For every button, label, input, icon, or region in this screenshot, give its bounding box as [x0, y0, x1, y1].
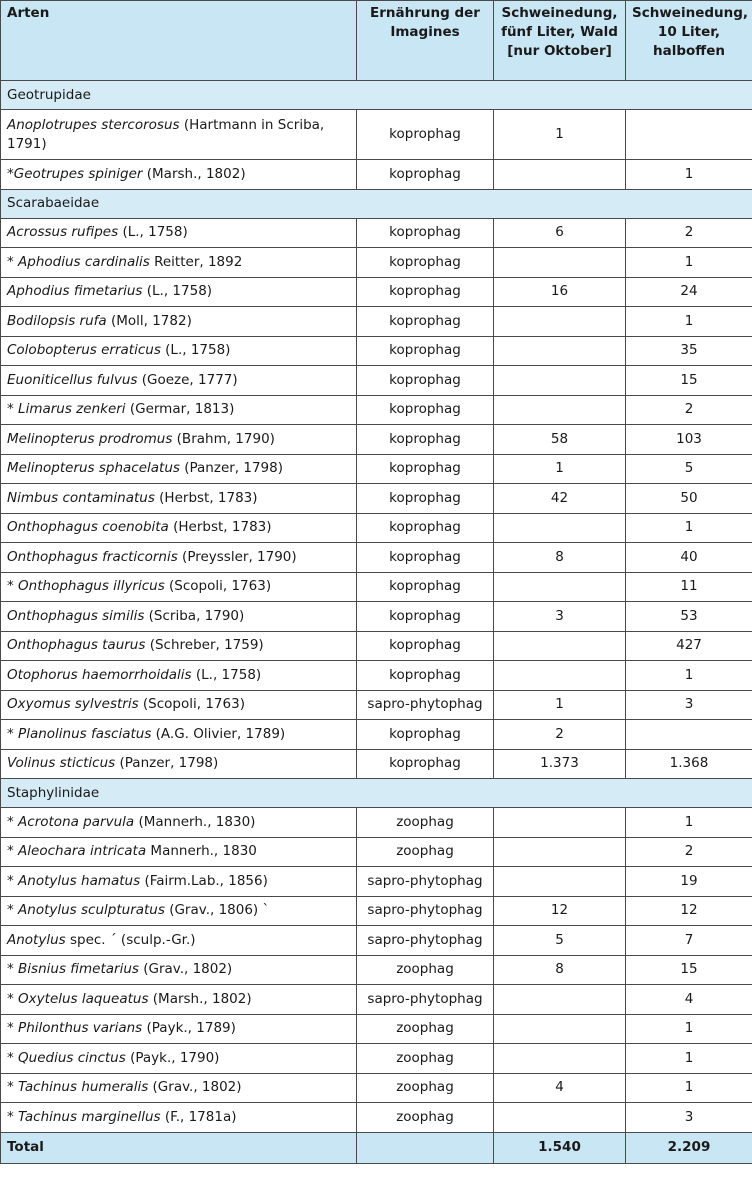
wald-count-cell	[494, 985, 626, 1015]
species-cell	[1, 1014, 357, 1044]
diet-cell: zoophag	[357, 1044, 494, 1074]
table-row	[1, 985, 752, 1015]
species-name: Onthophagus coenobita	[7, 519, 169, 536]
diet-cell: zoophag	[357, 808, 494, 838]
species-name: Bisnius fimetarius	[18, 961, 139, 978]
new-record-marker: *	[7, 961, 19, 978]
halboffen-count-cell: 2	[626, 837, 752, 867]
total-label: Total	[1, 1132, 357, 1163]
diet-cell: koprophag	[357, 248, 494, 278]
diet-cell: zoophag	[357, 955, 494, 985]
diet-cell: koprophag	[357, 543, 494, 573]
species-name: Anotylus	[7, 931, 66, 948]
halboffen-count-cell: 12	[626, 896, 752, 926]
new-record-marker: *	[7, 1020, 19, 1037]
diet-cell: koprophag	[357, 395, 494, 425]
wald-count-cell: 42	[494, 484, 626, 514]
species-cell	[1, 837, 357, 867]
wald-count-cell	[494, 631, 626, 661]
halboffen-count-cell: 24	[626, 277, 752, 307]
species-name: Volinus sticticus	[7, 755, 116, 772]
species-author: (Grav., 1802)	[138, 961, 233, 978]
halboffen-count-cell: 1.368	[626, 749, 752, 779]
species-author: (Preyssler, 1790)	[177, 548, 297, 565]
species-author: (Herbst, 1783)	[168, 519, 272, 536]
wald-count-cell	[494, 867, 626, 897]
species-cell	[1, 425, 357, 455]
wald-count-cell	[494, 307, 626, 337]
table-row	[1, 336, 752, 366]
species-author: (Payk., 1789)	[142, 1020, 236, 1037]
table-row	[1, 837, 752, 867]
diet-cell: koprophag	[357, 160, 494, 190]
wald-count-cell	[494, 513, 626, 543]
species-author: (Panzer, 1798)	[179, 460, 284, 477]
species-cell	[1, 808, 357, 838]
table-row	[1, 808, 752, 838]
wald-count-cell	[494, 1014, 626, 1044]
diet-cell: koprophag	[357, 513, 494, 543]
species-name: Nimbus contaminatus	[7, 489, 155, 506]
wald-count-cell: 8	[494, 543, 626, 573]
halboffen-count-cell: 15	[626, 366, 752, 396]
halboffen-count-cell: 2	[626, 395, 752, 425]
total-empty	[357, 1132, 494, 1163]
header-wald: Schweinedung, fünf Liter, Wald [nur Oktober]	[494, 1, 626, 81]
species-name: Bodilopsis rufa	[7, 312, 107, 329]
species-name: Philonthus varians	[18, 1020, 143, 1037]
species-author: (Herbst, 1783)	[154, 489, 258, 506]
wald-count-cell	[494, 837, 626, 867]
species-author: Reitter, 1892	[149, 253, 243, 270]
wald-count-cell: 6	[494, 218, 626, 248]
diet-cell: koprophag	[357, 218, 494, 248]
halboffen-count-cell: 1	[626, 1044, 752, 1074]
new-record-marker: *	[7, 843, 19, 860]
species-name: Onthophagus fracticornis	[7, 548, 178, 565]
wald-count-cell	[494, 808, 626, 838]
table-row	[1, 1103, 752, 1133]
diet-cell: sapro-phytophag	[357, 985, 494, 1015]
table-row	[1, 425, 752, 455]
diet-cell: zoophag	[357, 1103, 494, 1133]
table-row	[1, 395, 752, 425]
halboffen-count-cell: 50	[626, 484, 752, 514]
species-author: (L., 1758)	[191, 666, 262, 683]
halboffen-count-cell: 1	[626, 1014, 752, 1044]
species-cell	[1, 572, 357, 602]
diet-cell: koprophag	[357, 749, 494, 779]
new-record-marker: *	[7, 253, 19, 270]
diet-cell: koprophag	[357, 425, 494, 455]
species-author: (Goeze, 1777)	[137, 371, 238, 388]
diet-cell: sapro-phytophag	[357, 867, 494, 897]
table-row	[1, 484, 752, 514]
species-author: spec. ´ (sculp.-Gr.)	[65, 931, 196, 948]
table-row	[1, 896, 752, 926]
halboffen-count-cell: 19	[626, 867, 752, 897]
species-name: Melinopterus sphacelatus	[7, 460, 180, 477]
species-cell	[1, 454, 357, 484]
wald-count-cell	[494, 366, 626, 396]
wald-count-cell	[494, 248, 626, 278]
species-author: (L., 1758)	[160, 342, 231, 359]
table-row	[1, 867, 752, 897]
diet-cell: koprophag	[357, 602, 494, 632]
species-name: Anotylus sculpturatus	[18, 902, 165, 919]
species-author: (Grav., 1802)	[148, 1079, 242, 1096]
species-author: (Hartmann in Scriba, 1791)	[7, 116, 325, 152]
species-cell	[1, 513, 357, 543]
table-row	[1, 454, 752, 484]
species-cell	[1, 720, 357, 750]
halboffen-count-cell: 15	[626, 955, 752, 985]
species-name: Acrossus rufipes	[7, 224, 119, 241]
header-ernaehrung: Ernährung der Imagines	[357, 1, 494, 81]
table-row	[1, 1073, 752, 1103]
wald-count-cell: 16	[494, 277, 626, 307]
halboffen-count-cell: 1	[626, 1073, 752, 1103]
table-row	[1, 572, 752, 602]
species-name: Planolinus fasciatus	[18, 725, 152, 742]
wald-count-cell: 1.373	[494, 749, 626, 779]
table-body	[1, 81, 752, 1133]
table-row	[1, 661, 752, 691]
table-row	[1, 749, 752, 779]
table-row	[1, 248, 752, 278]
halboffen-count-cell: 35	[626, 336, 752, 366]
species-cell	[1, 1073, 357, 1103]
table-row	[1, 277, 752, 307]
halboffen-count-cell	[626, 720, 752, 750]
diet-cell: koprophag	[357, 336, 494, 366]
species-cell	[1, 867, 357, 897]
new-record-marker: *	[7, 1049, 19, 1066]
species-cell	[1, 395, 357, 425]
species-cell	[1, 896, 357, 926]
wald-count-cell	[494, 336, 626, 366]
species-author: (L., 1758)	[142, 283, 213, 300]
species-author: Mannerh., 1830	[146, 843, 257, 860]
new-record-marker: *	[7, 1108, 19, 1125]
species-cell	[1, 955, 357, 985]
species-author: (Scopoli, 1763)	[138, 696, 245, 713]
species-cell	[1, 985, 357, 1015]
species-name: Oxyomus sylvestris	[7, 696, 139, 713]
species-cell	[1, 543, 357, 573]
table-row	[1, 602, 752, 632]
wald-count-cell	[494, 1044, 626, 1074]
diet-cell: koprophag	[357, 720, 494, 750]
species-author: (F., 1781a)	[160, 1108, 237, 1125]
species-cell	[1, 661, 357, 691]
species-name: Tachinus marginellus	[18, 1108, 161, 1125]
header-row	[1, 1, 752, 81]
species-name: Aphodius fimetarius	[7, 283, 143, 300]
wald-count-cell	[494, 661, 626, 691]
species-cell	[1, 307, 357, 337]
wald-count-cell	[494, 572, 626, 602]
diet-cell: koprophag	[357, 484, 494, 514]
species-name: Onthophagus illyricus	[18, 578, 165, 595]
halboffen-count-cell: 53	[626, 602, 752, 632]
diet-cell: koprophag	[357, 366, 494, 396]
species-cell	[1, 484, 357, 514]
table-row	[1, 955, 752, 985]
total-wald: 1.540	[494, 1132, 626, 1163]
species-author: (Grav., 1806) `	[164, 902, 270, 919]
species-author: (Mannerh., 1830)	[134, 813, 256, 830]
group-row	[1, 779, 752, 808]
halboffen-count-cell: 103	[626, 425, 752, 455]
halboffen-count-cell: 5	[626, 454, 752, 484]
wald-count-cell: 5	[494, 926, 626, 956]
wald-count-cell: 3	[494, 602, 626, 632]
species-cell	[1, 926, 357, 956]
diet-cell: koprophag	[357, 454, 494, 484]
new-record-marker: *	[7, 401, 19, 418]
species-name: Oxytelus laqueatus	[18, 990, 149, 1007]
halboffen-count-cell: 427	[626, 631, 752, 661]
group-name: Scarabaeidae	[1, 189, 752, 218]
group-name: Staphylinidae	[1, 779, 752, 808]
species-name: Euoniticellus fulvus	[7, 371, 138, 388]
species-author: (Panzer, 1798)	[115, 755, 219, 772]
species-cell	[1, 110, 357, 160]
wald-count-cell: 1	[494, 110, 626, 160]
species-cell	[1, 218, 357, 248]
halboffen-count-cell: 2	[626, 218, 752, 248]
species-name: Aphodius cardinalis	[18, 253, 150, 270]
new-record-marker: *	[7, 990, 19, 1007]
wald-count-cell: 12	[494, 896, 626, 926]
diet-cell: koprophag	[357, 631, 494, 661]
species-cell	[1, 366, 357, 396]
table-row	[1, 1014, 752, 1044]
species-name: Aleochara intricata	[18, 843, 147, 860]
species-cell	[1, 631, 357, 661]
species-author: (Scopoli, 1763)	[164, 578, 272, 595]
new-record-marker: *	[7, 872, 19, 889]
table-row	[1, 1044, 752, 1074]
diet-cell: koprophag	[357, 661, 494, 691]
group-name: Geotrupidae	[1, 81, 752, 110]
table-row	[1, 307, 752, 337]
diet-cell: zoophag	[357, 1014, 494, 1044]
species-cell	[1, 1103, 357, 1133]
species-cell	[1, 277, 357, 307]
species-author: (L., 1758)	[118, 224, 188, 241]
species-name: Onthophagus similis	[7, 607, 145, 624]
diet-cell: sapro-phytophag	[357, 896, 494, 926]
halboffen-count-cell: 1	[626, 661, 752, 691]
species-cell	[1, 749, 357, 779]
diet-cell: zoophag	[357, 837, 494, 867]
halboffen-count-cell: 1	[626, 248, 752, 278]
species-cell	[1, 160, 357, 190]
species-author: (Moll, 1782)	[106, 312, 192, 329]
wald-count-cell	[494, 1103, 626, 1133]
halboffen-count-cell: 3	[626, 690, 752, 720]
halboffen-count-cell: 40	[626, 543, 752, 573]
diet-cell: koprophag	[357, 277, 494, 307]
diet-cell: sapro-phytophag	[357, 690, 494, 720]
table-row	[1, 160, 752, 190]
halboffen-count-cell: 1	[626, 307, 752, 337]
diet-cell: koprophag	[357, 110, 494, 160]
species-name: Onthophagus taurus	[7, 637, 146, 654]
species-name: Colobopterus erraticus	[7, 342, 161, 359]
wald-count-cell: 4	[494, 1073, 626, 1103]
species-author: (Scriba, 1790)	[144, 607, 245, 624]
species-author: (Payk., 1790)	[125, 1049, 220, 1066]
group-row	[1, 81, 752, 110]
wald-count-cell: 8	[494, 955, 626, 985]
table-row	[1, 513, 752, 543]
species-author: (Marsh., 1802)	[142, 165, 246, 182]
species-cell	[1, 602, 357, 632]
diet-cell: koprophag	[357, 307, 494, 337]
halboffen-count-cell: 1	[626, 160, 752, 190]
wald-count-cell	[494, 395, 626, 425]
species-cell	[1, 690, 357, 720]
species-name: Limarus zenkeri	[18, 401, 126, 418]
new-record-marker: *	[7, 725, 19, 742]
species-author: (Germar, 1813)	[125, 401, 235, 418]
table-row	[1, 926, 752, 956]
species-name: Tachinus humeralis	[18, 1079, 149, 1096]
table-row	[1, 110, 752, 160]
new-record-marker: *	[7, 902, 19, 919]
table-row	[1, 690, 752, 720]
wald-count-cell: 58	[494, 425, 626, 455]
total-halboffen: 2.209	[626, 1132, 752, 1163]
species-name: Otophorus haemorrhoidalis	[7, 666, 192, 683]
species-name: Anotylus hamatus	[18, 872, 141, 889]
species-name: Acrotona parvula	[18, 813, 135, 830]
table-row	[1, 720, 752, 750]
species-cell	[1, 248, 357, 278]
halboffen-count-cell: 4	[626, 985, 752, 1015]
wald-count-cell	[494, 160, 626, 190]
diet-cell: zoophag	[357, 1073, 494, 1103]
wald-count-cell: 2	[494, 720, 626, 750]
diet-cell: koprophag	[357, 572, 494, 602]
table-row	[1, 218, 752, 248]
halboffen-count-cell: 7	[626, 926, 752, 956]
total-row	[1, 1132, 752, 1163]
new-record-marker: *	[7, 813, 19, 830]
species-name: Anoplotrupes stercorosus	[7, 116, 180, 133]
halboffen-count-cell: 1	[626, 808, 752, 838]
wald-count-cell: 1	[494, 454, 626, 484]
species-author: (A.G. Olivier, 1789)	[151, 725, 286, 742]
species-name: Geotrupes spiniger	[13, 165, 143, 182]
table-row	[1, 631, 752, 661]
diet-cell: sapro-phytophag	[357, 926, 494, 956]
halboffen-count-cell: 11	[626, 572, 752, 602]
halboffen-count-cell: 1	[626, 513, 752, 543]
species-name: Melinopterus prodromus	[7, 430, 173, 447]
species-name: Quedius cinctus	[18, 1049, 126, 1066]
species-author: (Brahm, 1790)	[172, 430, 275, 447]
species-author: (Schreber, 1759)	[145, 637, 264, 654]
new-record-marker: *	[7, 165, 14, 182]
table-row	[1, 366, 752, 396]
species-author: (Fairm.Lab., 1856)	[140, 872, 268, 889]
species-cell	[1, 336, 357, 366]
species-author: (Marsh., 1802)	[148, 990, 252, 1007]
species-cell	[1, 1044, 357, 1074]
group-row	[1, 189, 752, 218]
new-record-marker: *	[7, 1079, 19, 1096]
wald-count-cell: 1	[494, 690, 626, 720]
halboffen-count-cell: 3	[626, 1103, 752, 1133]
new-record-marker: *	[7, 578, 19, 595]
halboffen-count-cell	[626, 110, 752, 160]
table-row	[1, 543, 752, 573]
header-halboffen: Schweinedung, 10 Liter, halboffen	[626, 1, 752, 81]
header-arten: Arten	[1, 1, 357, 81]
